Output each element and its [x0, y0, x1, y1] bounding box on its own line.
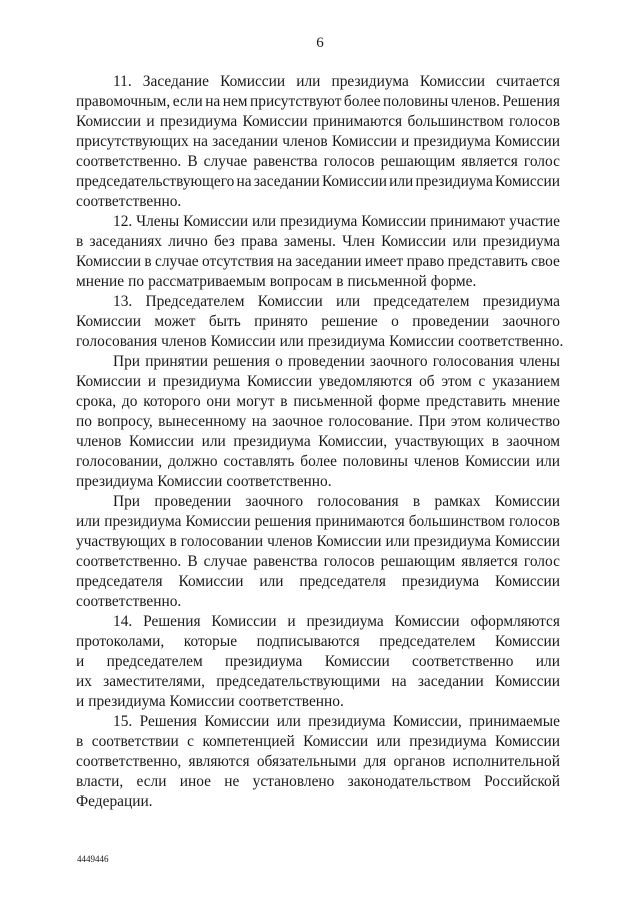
word: письменной [293, 393, 373, 410]
word: проведении [288, 353, 365, 370]
word: не [224, 773, 240, 790]
word: соответственно. [76, 553, 182, 570]
word: случае [203, 153, 248, 170]
word: Комиссии [389, 333, 455, 350]
word: Комиссии [76, 113, 142, 130]
document-code: 4449446 [77, 854, 109, 864]
word: голосования [432, 353, 514, 370]
word: имеет [364, 253, 404, 270]
word: Комиссии [324, 653, 390, 670]
word: свое [531, 253, 560, 270]
word: количество [486, 413, 560, 430]
word: Решения [502, 93, 560, 110]
word: Комиссии [211, 613, 277, 630]
word: 13. [113, 293, 133, 310]
word: оформляются [470, 613, 560, 630]
word: Комиссии [178, 573, 244, 590]
word: председателем [373, 293, 470, 310]
word: власти, [76, 773, 124, 790]
word: до [121, 393, 138, 410]
word: без [214, 233, 235, 250]
word: соответственно [412, 653, 514, 670]
word: президиума [308, 713, 386, 730]
word: Комиссии [465, 453, 531, 470]
word: соответствии [91, 733, 179, 750]
page-number: 6 [316, 35, 324, 51]
word: на [391, 673, 407, 690]
word: рамках [434, 493, 481, 510]
word: принятии [145, 353, 208, 370]
word: голосов [323, 153, 375, 170]
word: участие [509, 213, 560, 230]
word: членов [76, 433, 122, 450]
word: обязательными [256, 753, 357, 770]
word: в [491, 433, 500, 450]
word: президиума [409, 733, 487, 750]
word: соответственно. [76, 193, 182, 210]
word: голосования [76, 333, 158, 350]
word: соответственно. [226, 473, 332, 490]
word: они [206, 393, 231, 410]
word: в [76, 233, 84, 250]
word: Комиссии, [392, 713, 462, 730]
word: президиума [225, 653, 303, 670]
word: Заседание [142, 73, 209, 90]
word: в [144, 253, 152, 270]
word: Комиссии [257, 293, 323, 310]
word: президиума [104, 513, 182, 530]
word: их [76, 673, 92, 690]
word: При [113, 493, 141, 510]
word: Комиссии [494, 493, 560, 510]
word: Решения [143, 613, 201, 630]
word: представить [425, 393, 507, 410]
word: Комиссии [419, 73, 485, 90]
word: президиума [331, 73, 409, 90]
word: решающим [380, 153, 456, 170]
text-line [76, 312, 560, 332]
word: или [251, 213, 277, 230]
word: мнение [76, 273, 125, 290]
word: половины [383, 93, 449, 110]
word: срока, [76, 393, 117, 410]
word: Решения [139, 713, 198, 730]
text-line [76, 192, 560, 212]
word: членов [161, 333, 207, 350]
text-line [76, 612, 560, 632]
word: в [336, 273, 344, 290]
word: этом [450, 413, 482, 430]
word: на [205, 93, 221, 110]
word: голосов [508, 513, 560, 530]
text-line [76, 652, 560, 672]
word: на [192, 133, 208, 150]
word: или [535, 653, 560, 670]
word: принимаются [312, 113, 403, 130]
word: органов [393, 753, 446, 770]
word: в [412, 493, 421, 510]
word: или [76, 513, 101, 530]
word: уведомляются [318, 373, 413, 390]
word: Комиссии [76, 253, 142, 270]
text-line [76, 352, 560, 372]
word: президиума [306, 613, 384, 630]
word: членов [282, 133, 328, 150]
word: с [478, 373, 486, 390]
word: или [276, 713, 301, 730]
document-body [76, 72, 564, 812]
word: или [376, 733, 401, 750]
word: Комиссии [381, 233, 447, 250]
word: В [187, 553, 198, 570]
word: проведении [154, 493, 232, 510]
word: председательствующего [76, 173, 235, 190]
word: вынесенному [158, 413, 247, 430]
word: заочного [502, 313, 560, 330]
word: исполнительной [452, 753, 560, 770]
text-line [76, 772, 560, 792]
word: голосов [323, 553, 375, 570]
text-line [76, 212, 560, 232]
word: в [280, 393, 288, 410]
word: Федерации. [76, 793, 153, 810]
word: если [136, 773, 167, 790]
word: половины [342, 453, 408, 470]
word: Комиссии [76, 313, 142, 330]
word: президиума [159, 113, 238, 130]
text-line [76, 572, 560, 592]
word: Комиссии [494, 733, 560, 750]
word: члены [519, 353, 560, 370]
word: Комиссии [183, 213, 249, 230]
word: письменной [347, 273, 427, 290]
word: или [389, 173, 414, 190]
text-line [76, 432, 560, 452]
word: председателя [299, 573, 386, 590]
word: нем [222, 93, 248, 110]
word: При [113, 353, 141, 370]
word: и [401, 133, 410, 150]
word: президиума [413, 533, 491, 550]
word: председателем [106, 653, 203, 670]
word: президиума [280, 213, 358, 230]
word: быть [208, 313, 241, 330]
word: и [76, 693, 85, 710]
word: соответственно. [76, 153, 182, 170]
word: является [461, 553, 518, 570]
word: принимаемые [469, 713, 560, 730]
word: заседании [417, 673, 484, 690]
word: заочного [370, 353, 428, 370]
word: или [259, 573, 284, 590]
word: Комиссии [169, 693, 235, 710]
word: если [172, 93, 203, 110]
word: Член [342, 233, 375, 250]
text-line [76, 732, 560, 752]
word: Комиссии [331, 133, 397, 150]
word: соответственно. [458, 333, 564, 350]
word: и [287, 613, 296, 630]
word: Комиссии [494, 533, 560, 550]
word: являются [188, 753, 250, 770]
word: должно [167, 453, 218, 470]
word: форме [378, 393, 421, 410]
word: более [300, 453, 337, 470]
word: или [335, 293, 361, 310]
word: Комиссии [242, 113, 308, 130]
word: рассматриваемым [148, 273, 266, 290]
word: могут [236, 393, 275, 410]
text-line [76, 252, 560, 272]
word: голосование. [328, 413, 414, 430]
word: решение [321, 313, 378, 330]
word: отсутствия [201, 253, 274, 270]
word: Комиссии [185, 513, 251, 530]
word: считается [496, 73, 560, 90]
word: на [236, 173, 252, 190]
word: компетенцией [202, 733, 295, 750]
word: заседании [253, 173, 320, 190]
text-line [76, 532, 560, 552]
text-line [76, 272, 560, 292]
word: 11. [113, 73, 132, 90]
word: Комиссии [76, 373, 142, 390]
word: Комиссии [316, 533, 382, 550]
word: присутствуют [250, 93, 342, 110]
word: или [385, 533, 410, 550]
word: является [461, 153, 518, 170]
text-line [76, 412, 560, 432]
word: голосовании, [76, 453, 163, 470]
word: форме. [430, 273, 477, 290]
word: этом [441, 373, 472, 390]
word: решающим [380, 553, 456, 570]
word: заседании [212, 133, 279, 150]
word: заместителями, [103, 673, 205, 690]
word: решения [213, 353, 270, 370]
word: Комиссии [129, 433, 195, 450]
word: Комиссии [303, 733, 369, 750]
word: президиума [415, 173, 493, 190]
word: заочное [272, 413, 324, 430]
word: случае [203, 553, 248, 570]
word: о [391, 313, 399, 330]
word: Комиссии [247, 373, 313, 390]
word: заочного [245, 493, 304, 510]
word: президиума [88, 693, 166, 710]
word: Комиссии [220, 73, 286, 90]
word: 15. [113, 713, 133, 730]
text-line [76, 372, 560, 392]
word: представить [447, 253, 528, 270]
word: принимают [430, 213, 506, 230]
word: президиума [307, 333, 386, 350]
text-line [76, 592, 560, 612]
text-line [76, 672, 560, 692]
word: участвующих [76, 533, 166, 550]
word: и [146, 113, 155, 130]
word: президиума [233, 433, 311, 450]
word: вопросу, [97, 413, 153, 430]
word: заседании [295, 253, 362, 270]
text-line [76, 712, 560, 732]
word: и [76, 653, 85, 670]
text-line [76, 692, 560, 712]
word: составлять [223, 453, 295, 470]
word: голосования [317, 493, 399, 510]
text-line [76, 472, 560, 492]
word: вопросам [269, 273, 333, 290]
word: президиума [76, 473, 154, 490]
word: на [277, 253, 293, 270]
text-line [76, 92, 560, 112]
word: Комиссии [494, 673, 560, 690]
word: присутствующих [76, 133, 189, 150]
word: Комиссии [494, 633, 560, 650]
word: о [275, 353, 283, 370]
word: председателем [379, 633, 476, 650]
word: может [154, 313, 196, 330]
word: членов. [450, 93, 501, 110]
word: принимаются [315, 513, 405, 530]
word: президиума [413, 133, 491, 150]
word: равенства [253, 153, 318, 170]
word: или [296, 73, 321, 90]
word: иное [179, 773, 211, 790]
text-line [76, 112, 560, 132]
word: заочном [506, 433, 560, 450]
word: или [452, 233, 477, 250]
text-line [76, 792, 560, 812]
word: по [128, 273, 145, 290]
word: решения [254, 513, 312, 530]
word: 12. [113, 213, 133, 230]
word: по [76, 413, 92, 430]
word: подписываются [256, 633, 360, 650]
word: об [419, 373, 435, 390]
word: Комиссии [494, 173, 560, 190]
word: большинством [407, 113, 504, 130]
word: лично [168, 233, 208, 250]
word: принято [254, 313, 308, 330]
word: Комиссии [361, 213, 427, 230]
word: для [363, 753, 387, 770]
text-line [76, 452, 560, 472]
word: председательствующими [216, 673, 381, 690]
word: голосовании [180, 533, 264, 550]
text-line [76, 552, 560, 572]
word: заседаниях [89, 233, 162, 250]
word: на [251, 413, 267, 430]
word: президиума [162, 373, 241, 390]
word: участвующих [394, 433, 485, 450]
word: Комиссии [494, 573, 560, 590]
word: право [406, 253, 445, 270]
word: замены. [283, 233, 336, 250]
text-line [76, 492, 560, 512]
text-line [76, 172, 560, 192]
word: соответственно. [238, 693, 344, 710]
word: Комиссии [321, 173, 387, 190]
word: указанием [492, 373, 560, 390]
word: голос [523, 153, 560, 170]
word: или [201, 433, 226, 450]
word: или [279, 333, 304, 350]
word: Комиссии [394, 613, 460, 630]
word: Председателем [145, 293, 245, 310]
word: президиума [482, 293, 560, 310]
word: президиума [482, 233, 560, 250]
word: Российской [484, 773, 560, 790]
word: В [187, 153, 198, 170]
word: членов [413, 453, 460, 470]
text-line [76, 292, 560, 312]
word: Члены [136, 213, 180, 230]
word: или [535, 453, 560, 470]
word: законодательством [347, 773, 471, 790]
text-line [76, 752, 560, 772]
word: Комиссии [204, 713, 270, 730]
word: случае [155, 253, 199, 270]
word: которого [143, 393, 201, 410]
word: Комиссии [210, 333, 276, 350]
word: При [418, 413, 446, 430]
word: проведении [412, 313, 490, 330]
text-line [76, 392, 560, 412]
word: председателя [76, 573, 163, 590]
text-line [76, 152, 560, 172]
word: протоколами, [76, 633, 165, 650]
word: 14. [113, 613, 133, 630]
word: соответственно, [76, 753, 182, 770]
text-line [76, 232, 560, 252]
word: голос [523, 553, 560, 570]
word: Комиссии [494, 133, 560, 150]
word: мнение [511, 393, 560, 410]
word: Комиссии, [318, 433, 388, 450]
text-line [76, 72, 560, 92]
text-line [76, 332, 564, 352]
word: более [343, 93, 381, 110]
text-line [76, 132, 560, 152]
word: президиума [401, 573, 480, 590]
word: равенства [253, 553, 318, 570]
word: соответственно. [76, 593, 182, 610]
word: в [76, 733, 84, 750]
word: права [241, 233, 278, 250]
word: с [187, 733, 194, 750]
word: Комиссии [157, 473, 223, 490]
word: которые [183, 633, 238, 650]
word: и [147, 373, 157, 390]
word: установлено [252, 773, 335, 790]
word: в [169, 533, 177, 550]
word: большинством [408, 513, 505, 530]
word: членов [267, 533, 313, 550]
text-line [76, 632, 560, 652]
word: правомочным, [76, 93, 171, 110]
word: голосов [509, 113, 560, 130]
text-line [76, 512, 560, 532]
